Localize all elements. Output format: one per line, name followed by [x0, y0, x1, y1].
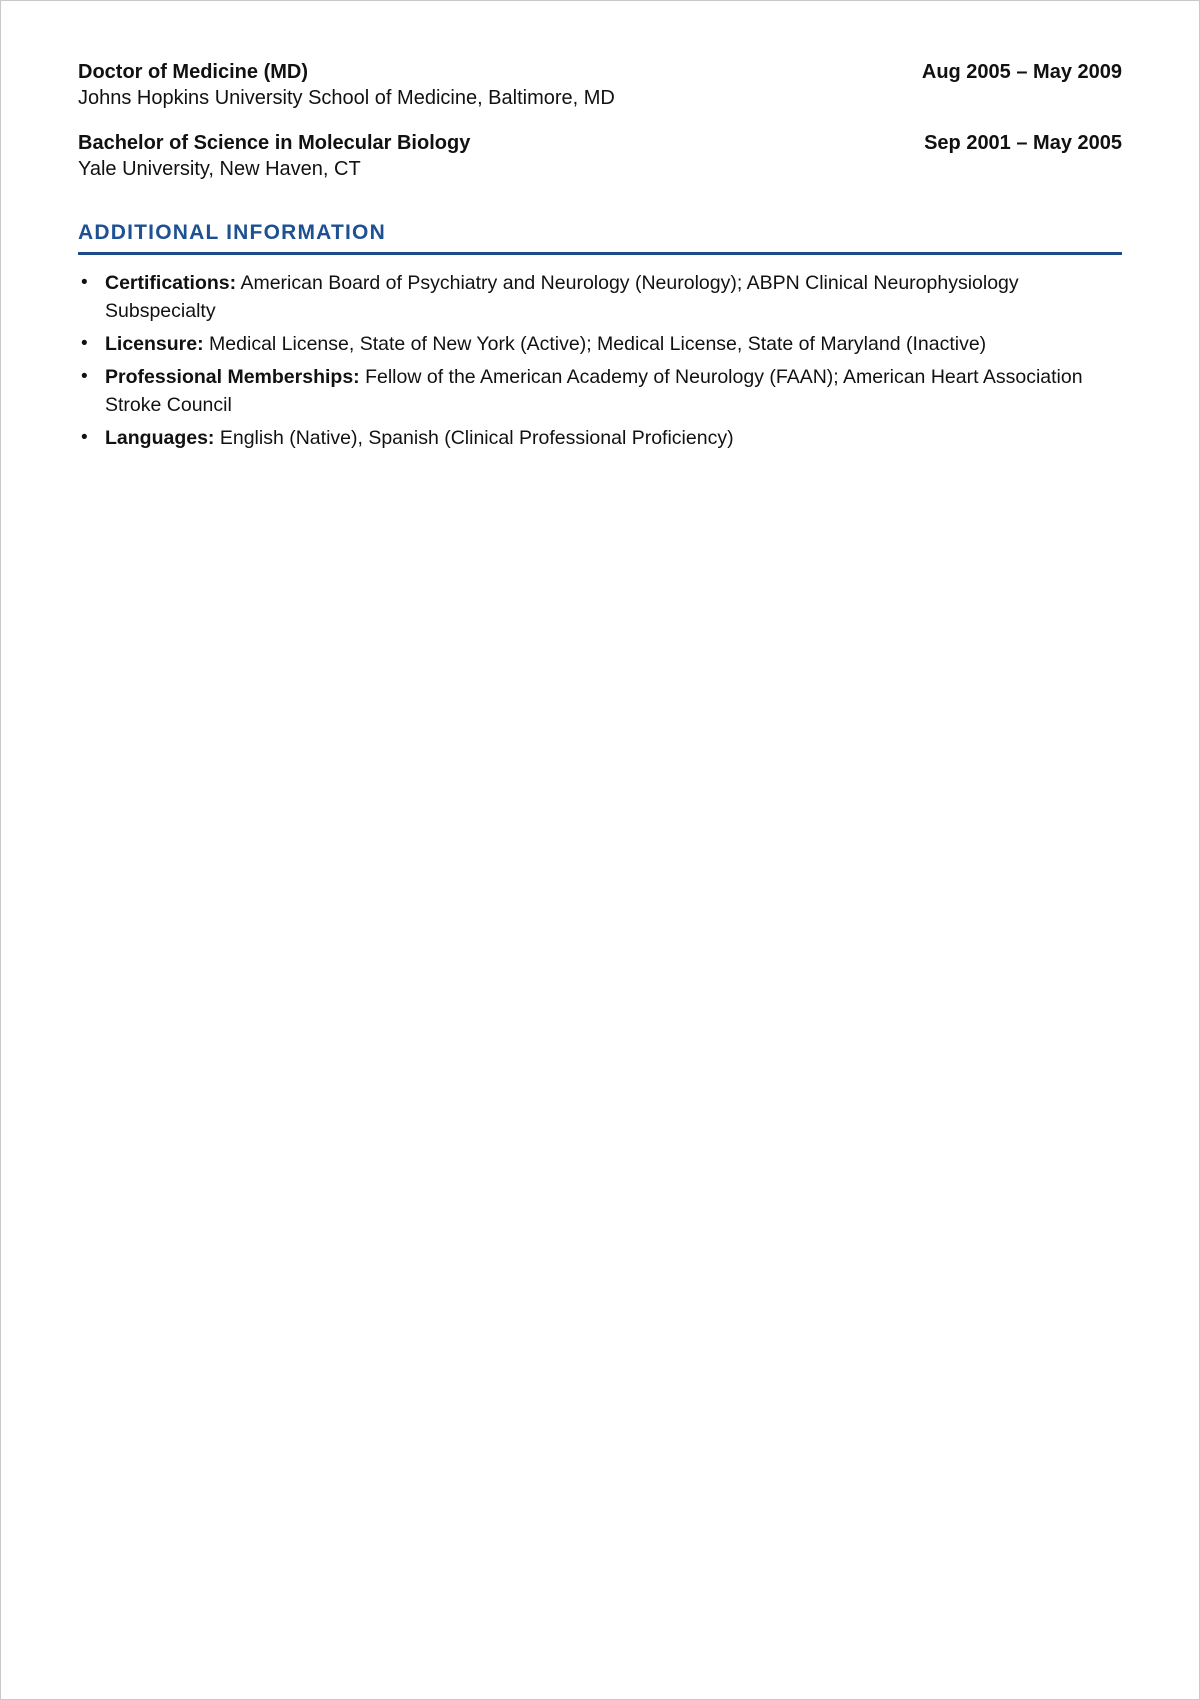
resume-content	[78, 59, 1122, 457]
item-label: Languages:	[105, 427, 215, 449]
item-label: Professional Memberships:	[105, 366, 360, 388]
education-header	[78, 130, 1122, 156]
institution-name: Yale University, New Haven, CT	[78, 158, 361, 180]
item-text: Fellow of the American Academy of Neurology (FAAN); American Heart Association Stroke Council	[105, 366, 1083, 416]
item-text: Medical License, State of New York (Active); Medical License, State of Maryland (Inactive)	[209, 333, 987, 355]
list-item-memberships	[78, 363, 1122, 419]
degree-title: Bachelor of Science in Molecular Biology	[78, 132, 471, 154]
bullet-icon: •	[81, 333, 88, 354]
item-label: Certifications:	[105, 272, 237, 294]
item-label: Licensure:	[105, 333, 204, 355]
institution-name: Johns Hopkins University School of Medicine, Baltimore, MD	[78, 87, 615, 109]
degree-title: Doctor of Medicine (MD)	[78, 61, 308, 83]
item-text: American Board of Psychiatry and Neurology (Neurology); ABPN Clinical Neurophysiology Subspecialty	[105, 272, 1019, 322]
education-header	[78, 59, 1122, 85]
item-text: English (Native), Spanish (Clinical Professional Proficiency)	[219, 427, 734, 449]
degree-dates: Sep 2001 – May 2005	[924, 132, 1122, 154]
list-item-languages	[78, 424, 1122, 452]
section-heading-additional-information: ADDITIONAL INFORMATION	[78, 220, 1122, 255]
education-entry-md	[78, 59, 1122, 111]
bullet-icon: •	[81, 427, 88, 448]
list-item-certifications	[78, 269, 1122, 325]
degree-dates: Aug 2005 – May 2009	[921, 61, 1122, 83]
list-item-licensure	[78, 330, 1122, 358]
education-entry-bs	[78, 130, 1122, 182]
bullet-icon: •	[81, 272, 88, 293]
additional-information-list	[78, 269, 1122, 452]
bullet-icon: •	[81, 366, 88, 387]
